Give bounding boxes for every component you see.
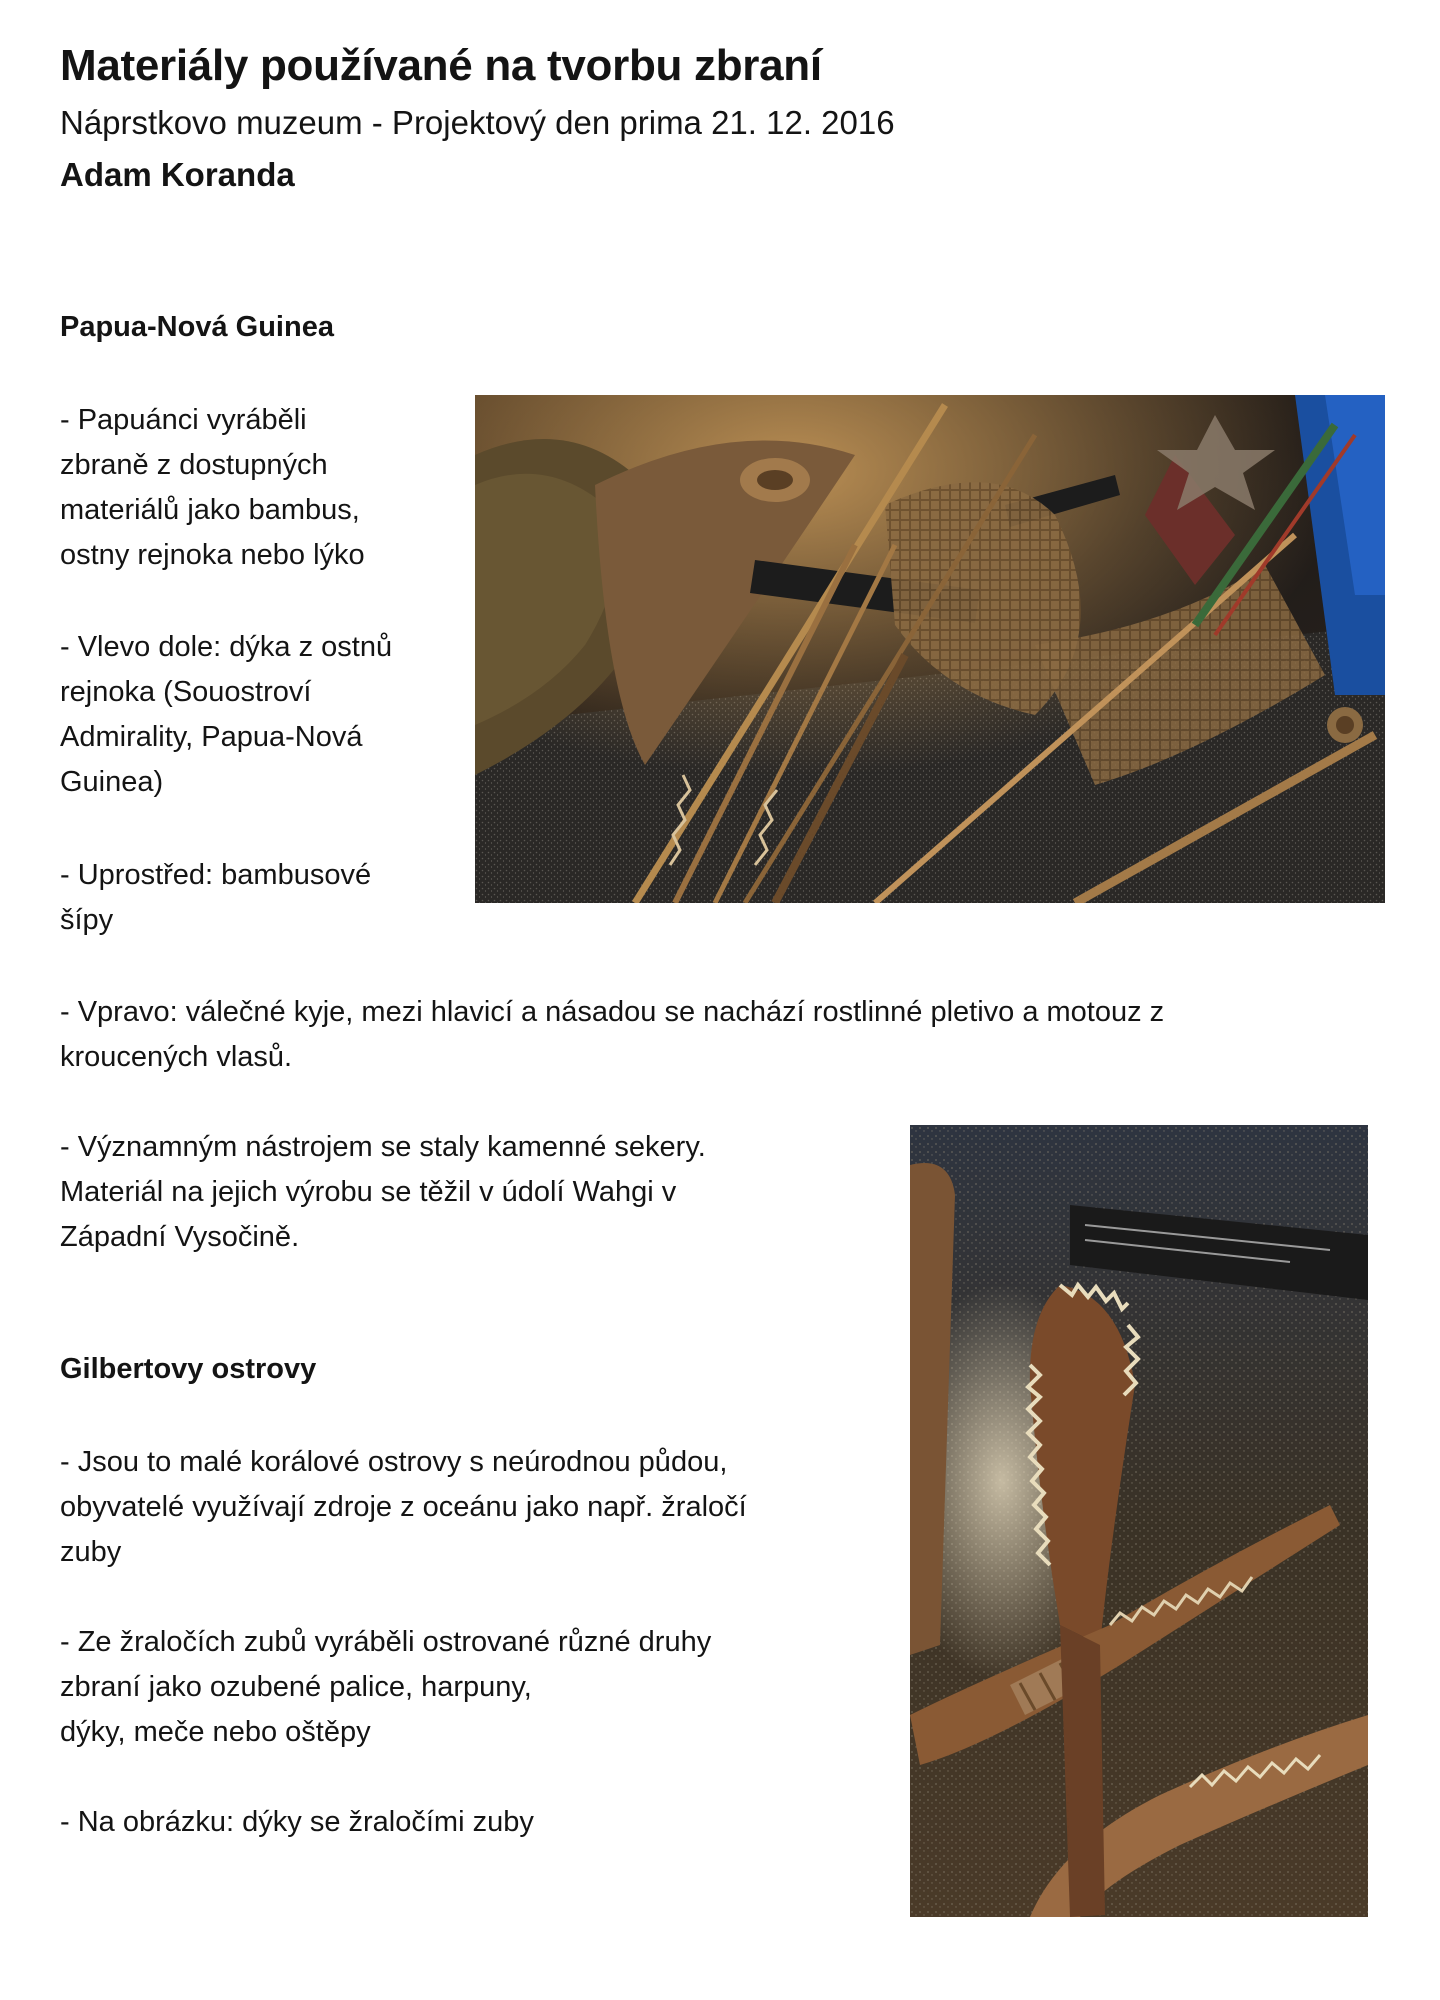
paragraph-gilbert-intro: - Jsou to malé korálové ostrovy s neúrodnou půdou, obyvatelé využívají zdroje z oceánu jako např. žraločí zuby: [60, 1446, 747, 1568]
paragraph-gilbert-weapons: - Ze žraločích zubů vyráběli ostrované různé druhy zbraní jako ozubené palice, harpuny, dýky, meče nebo oštěpy: [60, 1626, 712, 1748]
paragraph-gilbert-caption: - Na obrázku: dýky se žraločími zuby: [60, 1806, 534, 1838]
section-heading-gilbert: Gilbertovy ostrovy: [60, 1353, 317, 1385]
section-heading-papua: Papua-Nová Guinea: [60, 311, 334, 343]
document-author: Adam Koranda: [60, 156, 295, 193]
paragraph-papua-left: - Vlevo dole: dýka z ostnů rejnoka (Souostroví Admirality, Papua-Nová Guinea): [60, 631, 393, 798]
photo-papua-weapons: [475, 395, 1385, 903]
paragraph-papua-middle: - Uprostřed: bambusové šípy: [60, 859, 372, 936]
photo-gilbert-daggers: [910, 1125, 1368, 1917]
document-title: Materiály používané na tvorbu zbraní: [60, 41, 822, 90]
document-subtitle: Náprstkovo muzeum - Projektový den prima 21. 12. 2016: [60, 104, 895, 141]
paragraph-papua-axes: - Významným nástrojem se staly kamenné sekery. Materiál na jejich výrobu se těžil v údolí Wahgi v Západní Vysočině.: [60, 1131, 706, 1253]
paragraph-papua-right: - Vpravo: válečné kyje, mezi hlavicí a násadou se nachází rostlinné pletivo a motouz z kroucených vlasů.: [60, 996, 1165, 1073]
paragraph-papua-intro: - Papuánci vyráběli zbraně z dostupných materiálů jako bambus, ostny rejnoka nebo lýko: [60, 404, 365, 571]
